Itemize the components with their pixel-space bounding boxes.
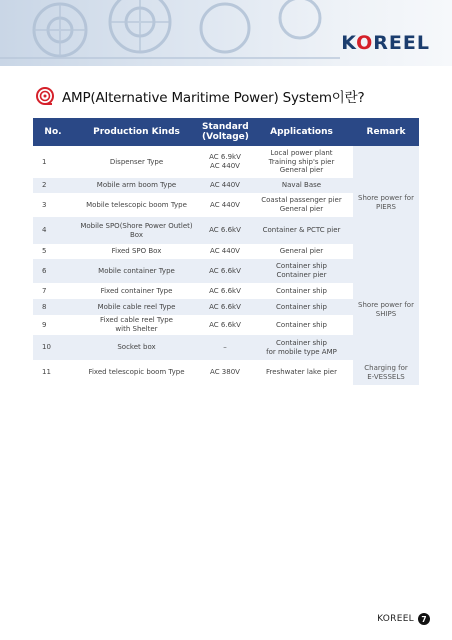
production-kind-line: Fixed SPO Box [111, 247, 162, 256]
cell-application [250, 315, 353, 335]
header-standard: Standard [202, 121, 249, 132]
header-remark: Remark [353, 118, 419, 146]
cell-remark-piers [353, 146, 419, 259]
application-line: Container & PCTC pier [262, 226, 341, 235]
cell-application [250, 217, 353, 244]
production-kind-line: Mobile arm boom Type [96, 181, 177, 190]
remark-line: SHIPS [375, 309, 397, 318]
voltage-line: AC 6.9kV [209, 153, 241, 162]
voltage-line: AC 6.6kV [209, 226, 241, 235]
voltage-line: AC 6.6kV [209, 266, 241, 275]
table-header-row [33, 118, 419, 146]
remark-line: PIERS [375, 202, 396, 211]
header-no: No. [33, 118, 73, 146]
cell-no: 7 [33, 283, 73, 299]
voltage-line: AC 440V [210, 247, 240, 256]
cell-production-kind [73, 259, 200, 283]
header-voltage: (Voltage) [202, 132, 249, 142]
application-line: Container ship [276, 320, 327, 329]
cell-voltage [200, 146, 250, 178]
application-line: Container ship [276, 286, 327, 295]
header-production-kinds: Production Kinds [73, 118, 200, 146]
cell-no: 4 [33, 217, 73, 244]
application-line: General pier [279, 166, 324, 175]
application-line: Training ship's pier [268, 157, 335, 166]
cell-production-kind [73, 178, 200, 193]
cell-voltage [200, 335, 250, 360]
cell-application [250, 259, 353, 283]
cell-application [250, 178, 353, 193]
cell-no: 5 [33, 244, 73, 259]
logo-letters-reel: REEL [373, 32, 430, 54]
production-kind-line: Mobile SPO(Shore Power Outlet) [80, 221, 193, 230]
cell-application [250, 283, 353, 299]
logo-letter-o: O [356, 32, 374, 54]
application-line: Container ship [276, 262, 327, 271]
application-line: General pier [279, 247, 324, 256]
cell-application [250, 193, 353, 217]
cell-no: 6 [33, 259, 73, 283]
cell-production-kind [73, 193, 200, 217]
application-line: Coastal passenger pier [261, 196, 342, 205]
cell-production-kind [73, 299, 200, 315]
header-banner [0, 0, 452, 66]
section-heading [36, 86, 364, 106]
application-line: Container pier [276, 271, 327, 279]
production-kind-line: Dispenser Type [109, 157, 164, 166]
cell-application [250, 360, 353, 385]
cell-no: 10 [33, 335, 73, 360]
application-line: General pier [279, 205, 324, 213]
remark-line: E-VESSELS [367, 372, 405, 381]
production-kind-line: Socket box [117, 343, 156, 352]
cell-voltage [200, 193, 250, 217]
application-line: Freshwater lake pier [266, 368, 337, 377]
koreel-logo [341, 32, 430, 54]
amp-product-table [33, 118, 419, 385]
cell-voltage [200, 360, 250, 385]
production-kind-line: Fixed cable reel Type [99, 316, 173, 325]
cell-production-kind [73, 244, 200, 259]
cell-voltage [200, 259, 250, 283]
voltage-line: AC 440V [210, 181, 240, 190]
cell-application [250, 244, 353, 259]
cell-voltage [200, 315, 250, 335]
page-footer [377, 613, 430, 625]
voltage-line: AC 380V [210, 368, 240, 377]
cell-application [250, 335, 353, 360]
cell-voltage [200, 178, 250, 193]
voltage-line: AC 6.6kV [209, 286, 241, 295]
voltage-line: AC 6.6kV [209, 320, 241, 329]
cell-production-kind [73, 315, 200, 335]
cell-voltage [200, 217, 250, 244]
cable-reel-icon [36, 87, 54, 105]
cell-no: 1 [33, 146, 73, 178]
table-row [33, 259, 419, 283]
production-kind-line: Box [129, 230, 143, 239]
heading-title: AMP(Alternative Maritime Power) System이란? [62, 90, 365, 106]
production-kind-line: Mobile container Type [98, 266, 175, 275]
cell-application [250, 299, 353, 315]
cell-voltage [200, 283, 250, 299]
application-line: Container ship [276, 302, 327, 311]
application-line: Local power plant [270, 148, 333, 157]
table-row [33, 146, 419, 178]
cell-no: 2 [33, 178, 73, 193]
cell-production-kind [73, 335, 200, 360]
table-row [33, 360, 419, 385]
cell-no: 8 [33, 299, 73, 315]
header-applications: Applications [250, 118, 353, 146]
page-number-badge: 7 [418, 613, 430, 625]
application-line: for mobile type AMP [266, 347, 337, 356]
remark-line: Shore power for [358, 300, 414, 309]
cell-voltage [200, 299, 250, 315]
production-kind-line: Mobile cable reel Type [97, 302, 176, 311]
header-standard-voltage [200, 118, 250, 146]
voltage-line: AC 440V [210, 200, 240, 209]
cell-production-kind [73, 360, 200, 385]
remark-line: Shore power for [358, 193, 414, 202]
cell-no: 3 [33, 193, 73, 217]
voltage-line: AC 6.6kV [209, 302, 241, 311]
application-line: Container ship [276, 338, 327, 347]
logo-letter-k: K [341, 32, 357, 54]
cell-remark-vessels [353, 360, 419, 385]
remark-line: Charging for [364, 363, 408, 372]
cell-production-kind [73, 283, 200, 299]
voltage-line: AC 440V [210, 162, 240, 170]
voltage-line: – [223, 343, 227, 352]
cell-remark-ships [353, 259, 419, 360]
application-line: Naval Base [281, 181, 322, 190]
footer-brand: KOREEL [377, 614, 414, 624]
cell-no: 11 [33, 360, 73, 385]
cell-voltage [200, 244, 250, 259]
production-kind-line: Fixed telescopic boom Type [88, 368, 185, 377]
cell-application [250, 146, 353, 178]
production-kind-line: with Shelter [115, 325, 158, 333]
cell-production-kind [73, 146, 200, 178]
cell-no: 9 [33, 315, 73, 335]
cell-production-kind [73, 217, 200, 244]
production-kind-line: Mobile telescopic boom Type [86, 200, 187, 209]
production-kind-line: Fixed container Type [100, 286, 173, 295]
